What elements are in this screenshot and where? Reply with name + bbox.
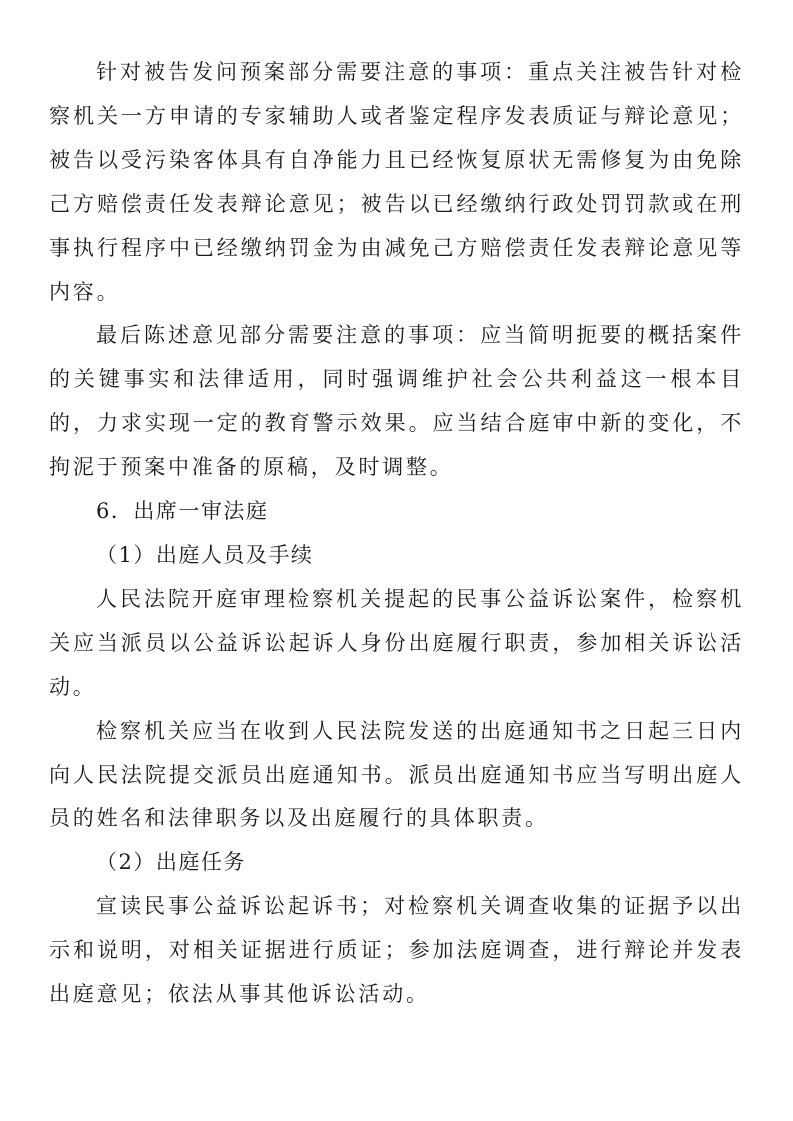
- paragraph-defendant-questioning: 针对被告发问预案部分需要注意的事项：重点关注被告针对检察机关一方申请的专家辅助人或者鉴定程序发表质证与辩论意见；被告以受污染客体具有自净能力且已经恢复原状无需修复为由免除己方赔偿责任发表辩论意见；被告以已经缴纳行政处罚罚款或在刑事执行程序中已经缴纳罚金为由减免己方赔偿责任发表辩论意见等内容。: [49, 60, 744, 304]
- document-page: [49, 51, 744, 1017]
- section-heading-first-instance: 6．出席一审法庭: [96, 499, 269, 524]
- paragraph-final-statement: 最后陈述意见部分需要注意的事项：应当简明扼要的概括案件的关键事实和法律适用，同时强调维护社会公共利益这一根本目的，力求实现一定的教育警示效果。应当结合庭审中新的变化，不拘泥于预案中准备的原稿，及时调整。: [49, 323, 744, 480]
- paragraph-appearance-notice: 检察机关应当在收到人民法院发送的出庭通知书之日起三日内向人民法院提交派员出庭通知书。派员出庭通知书应当写明出庭人员的姓名和法律职务以及出庭履行的具体职责。: [49, 718, 744, 831]
- paragraph-court-appearance: 人民法院开庭审理检察机关提起的民事公益诉讼案件，检察机关应当派员以公益诉讼起诉人身份出庭履行职责，参加相关诉讼活动。: [49, 586, 744, 699]
- subheading-court-tasks: （2）出庭任务: [96, 850, 246, 875]
- paragraph-court-tasks: 宣读民事公益诉讼起诉书；对检察机关调查收集的证据予以出示和说明，对相关证据进行质证；参加法庭调查，进行辩论并发表出庭意见；依法从事其他诉讼活动。: [49, 894, 744, 1007]
- subheading-personnel-procedures: （1）出庭人员及手续: [96, 542, 314, 567]
